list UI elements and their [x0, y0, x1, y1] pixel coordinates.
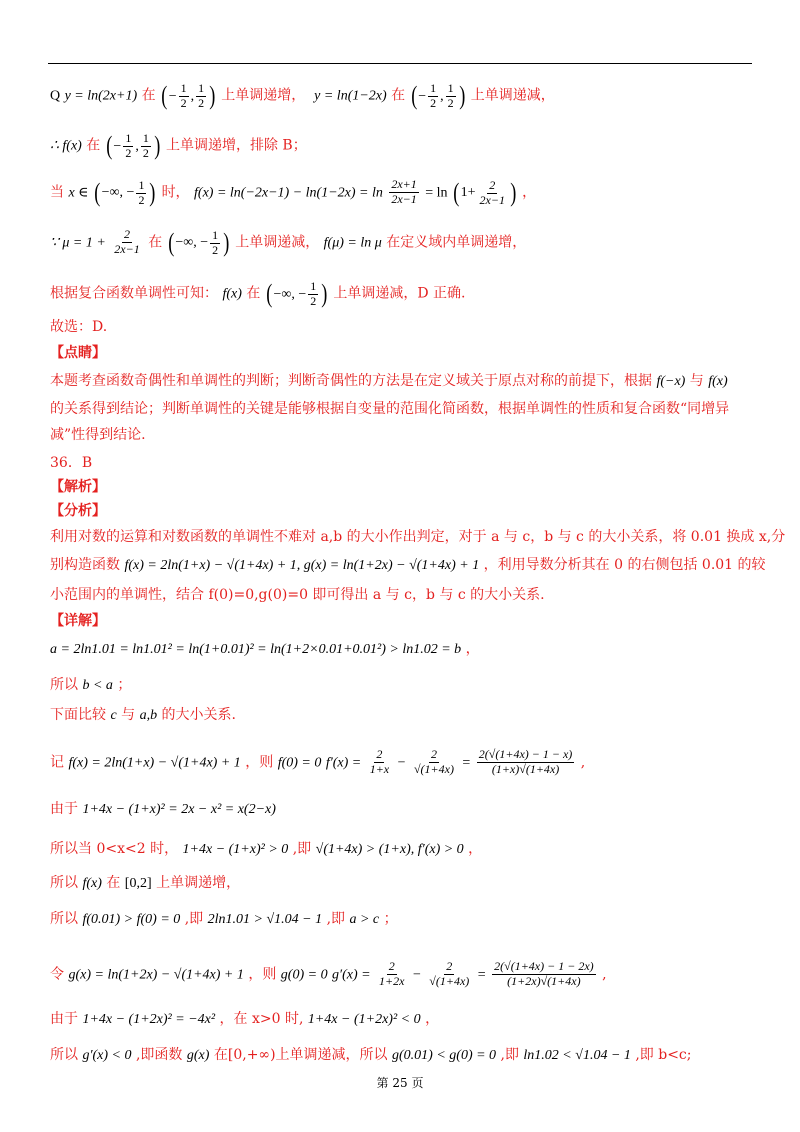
line-1: Q y = ln(2x+1) 在 (− $\frac{1}{2}$ , $\frac{1}{2}$ ) 上单调递增， y = ln(1−2x) 在 (− $\frac{1}{2}$ , $\frac{1}{2}$ ) 上单调递减， [50, 81, 555, 111]
detail-line-6: 所以当 0<x<2 时， 1+4x − (1+x)² > 0 ,即 √(1+4x) > (1+x), f′(x) > 0 ， [50, 841, 483, 857]
detail-line-7: 所以 f(x) 在 [0,2] 上单调递增， [50, 875, 241, 891]
detail-line-2: 所以 b < a ； [50, 677, 132, 693]
detail-line-5: 由于 1+4x − (1+x)² = 2x − x² = x(2−x) [50, 801, 276, 817]
page-number: 第 25 页 [376, 1076, 424, 1090]
comment-line-3: 减”性得到结论. [50, 427, 146, 443]
answer-line: 故选：D. [50, 319, 108, 335]
detail-line-9: 令 g(x) = ln(1+2x) − √(1+4x) + 1 ，则 g(0) = 0 g′(x) = $\frac{2}{1+2x}$ − $\frac{2}{√(1+4x)}$ = $\frac{2(√(1+4x) - 1 - 2x)}{(1+2x)√(1+4x)}$ , [50, 959, 607, 988]
comment-line-2: 的关系得到结论；判断单调性的关键是能够根据自变量的范围化简函数，根据单调性的性质和复合函数“同增异 [50, 401, 730, 417]
line-3: 当 x ∈ (−∞, − $\frac{1}{2}$ ) 时， f(x) = ln(−2x−1) − ln(1−2x) = ln $\frac{2x+1}{2x-1}$ = ln (1+ $\frac{2}{2x-1}$ ) ， [50, 177, 537, 208]
detail-line-10: 由于 1+4x − (1+2x)² = −4x² ，在 x>0 时, 1+4x − (1+2x)² < 0 ， [50, 1011, 440, 1027]
detail-line-4: 记 f(x) = 2ln(1+x) − √(1+4x) + 1 ，则 f(0) = 0 f′(x) = $\frac{2}{1+x}$ − $\frac{2}{√(1+4x)}$ = $\frac{2(√(1+4x) - 1 - x)}{(1+x)√(1+4x)}$ , [50, 747, 586, 776]
line-4: ∵ μ = 1 + $\frac{2}{2x-1}$ 在 (−∞, − $\frac{1}{2}$ ) 上单调递减， f(μ) = ln μ 在定义域内单调递增， [50, 227, 527, 258]
question-number: 36．B [50, 455, 93, 471]
interval: (−∞, − $\frac{1}{2}$ ) [94, 177, 156, 208]
interval: (−∞, − $\frac{1}{2}$ ) [167, 227, 230, 258]
interval: (−∞, − $\frac{1}{2}$ ) [266, 279, 328, 309]
analysis-line-1: 利用对数的运算和对数函数的单调性不难对 a,b 的大小作出判定，对于 a 与 c，b 与 c 的大小关系，将 0.01 换成 x,分 [50, 529, 786, 545]
interval: (− $\frac{1}{2}$ , $\frac{1}{2}$ ) [106, 131, 161, 161]
interval: (− $\frac{1}{2}$ , $\frac{1}{2}$ ) [161, 81, 216, 111]
section-tag-jiexi: 【解析】 [50, 479, 106, 495]
section-tag-dianjing: 【点睛】 [50, 345, 106, 361]
line-2: ∴ f(x) 在 (− $\frac{1}{2}$ , $\frac{1}{2}$ ) 上单调递增，排除 B； [50, 131, 307, 161]
detail-line-1: a = 2ln1.01 = ln1.01² = ln(1+0.01)² = ln(1+2×0.01+0.01²) > ln1.02 = b ， [50, 641, 480, 657]
comment-line-1: 本题考查函数奇偶性和单调性的判断；判断奇偶性的方法是在定义域关于原点对称的前提下，根据 f(−x) 与 f(x) [50, 373, 728, 389]
interval: (− $\frac{1}{2}$ , $\frac{1}{2}$ ) [410, 81, 466, 111]
detail-line-3: 下面比较 c 与 a,b 的大小关系. [50, 707, 236, 723]
section-tag-fenxi: 【分析】 [50, 503, 106, 519]
detail-line-8: 所以 f(0.01) > f(0) = 0 ,即 2ln1.01 > √1.04 − 1 ,即 a > c ； [50, 911, 398, 927]
section-tag-xiangjie: 【详解】 [50, 613, 106, 629]
header-rule [48, 63, 752, 64]
analysis-line-2: 别构造函数 f(x) = 2ln(1+x) − √(1+4x) + 1, g(x) = ln(1+2x) − √(1+4x) + 1 ，利用导数分析其在 0 的右侧包括 0.01 的较 [50, 557, 766, 573]
analysis-line-3: 小范围内的单调性，结合 f(0)=0,g(0)=0 即可得出 a 与 c，b 与 c 的大小关系. [50, 587, 545, 603]
detail-line-11: 所以 g′(x) < 0 ,即函数 g(x) 在[0,+∞)上单调递减，所以 g(0.01) < g(0) = 0 ,即 ln1.02 < √1.04 − 1 ,即 b<c; [50, 1047, 692, 1063]
line-5: 根据复合函数单调性可知： f(x) 在 (−∞, − $\frac{1}{2}$ ) 上单调递减，D 正确. [50, 279, 466, 309]
